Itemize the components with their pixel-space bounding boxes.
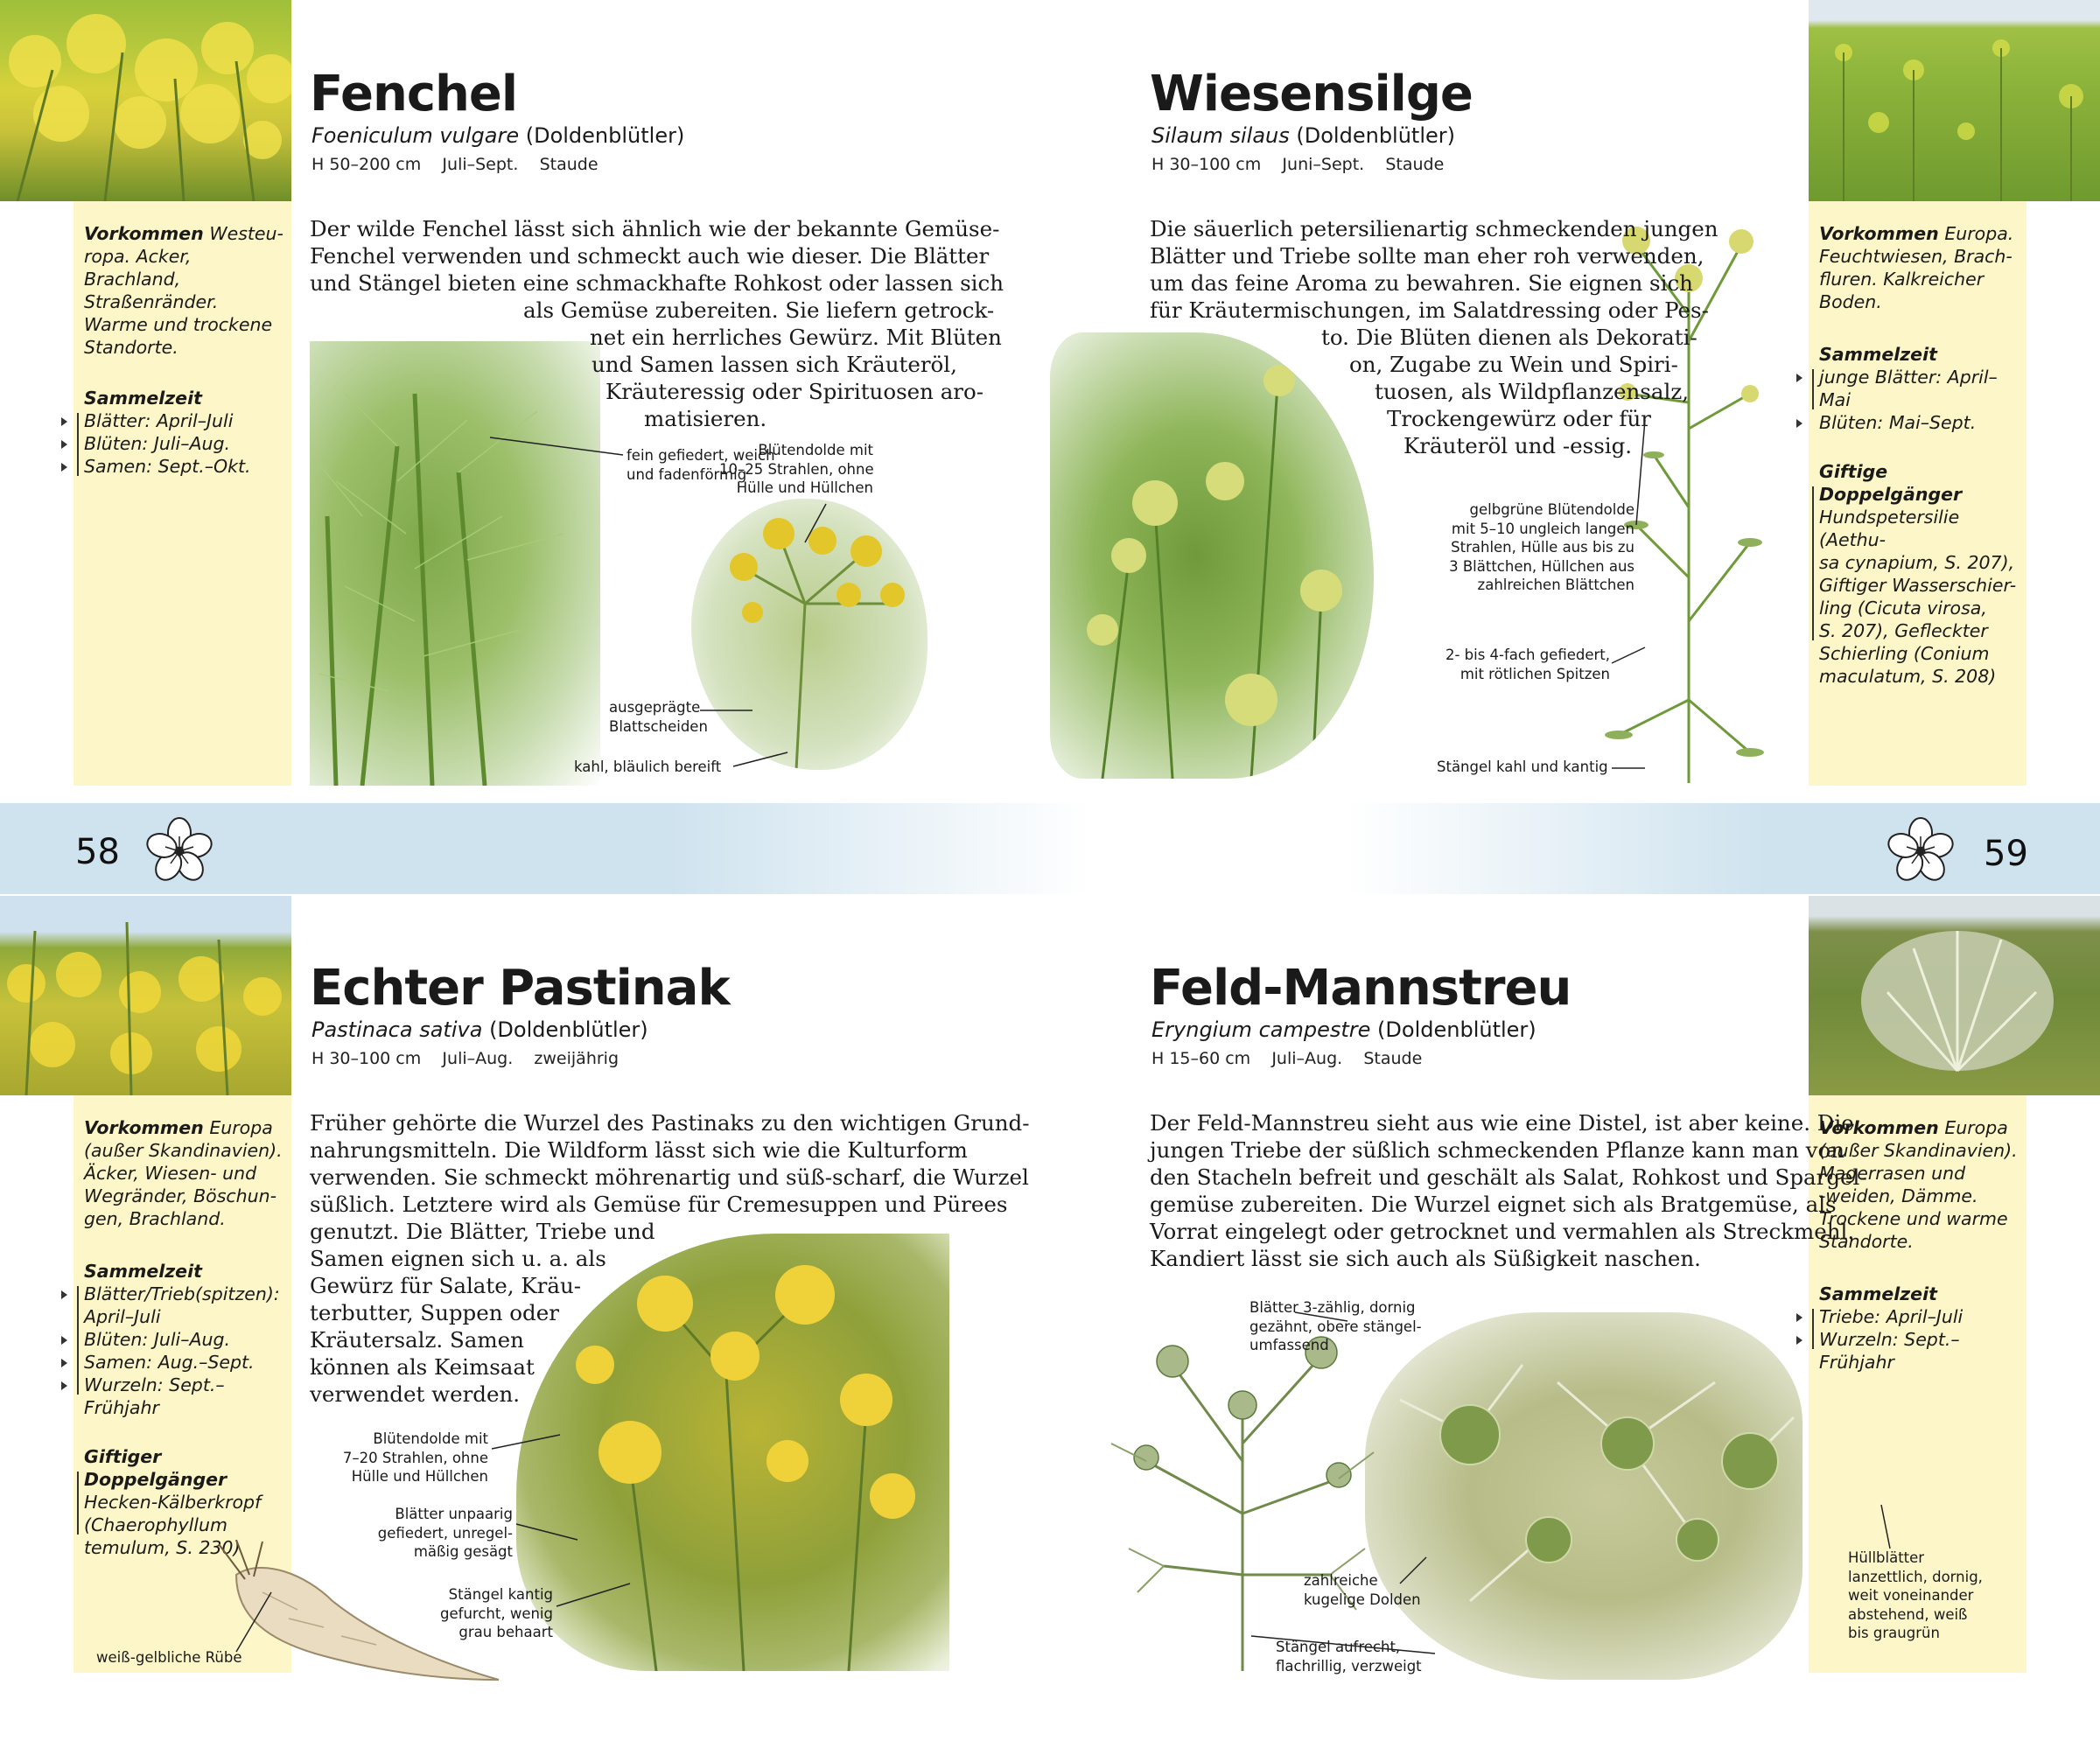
giftig-line: Schierling (Conium <box>1819 643 1990 664</box>
mannstreu-meta: H 15–60 cm Juli–Aug. Staude <box>1152 1049 1423 1068</box>
pastinak-label-umbel: Blütendolde mit 7–20 Strahlen, ohne Hülle und Hüllchen <box>342 1430 488 1485</box>
vorkommen-line: Westeu- <box>209 223 284 244</box>
sammelzeit-item: Samen: Aug.–Sept. <box>84 1351 284 1374</box>
giftig-line: maculatum, S. 208) <box>1819 666 1997 687</box>
sammelzeit-item: Wurzeln: Sept.–Frühjahr <box>1819 1328 2020 1374</box>
fenchel-title: Fenchel <box>310 66 518 122</box>
mannstreu-label-bracts: Hüllblätter lanzettlich, dornig, weit voneinander abstehend, weiß bis graugrün <box>1848 1549 1983 1641</box>
pastinak-label-leaves: Blätter unpaarig gefiedert, unregel- mäßig gesägt <box>377 1506 513 1560</box>
vorkommen-line: Trockene und warme <box>1819 1208 2008 1229</box>
vorkommen-line: Warme und trockene <box>84 314 273 335</box>
sammelzeit-item: Blätter: April–Juli <box>84 409 284 432</box>
vorkommen-line: Europa. <box>1944 223 2014 244</box>
giftig-heading: Giftige Doppelgänger <box>1819 461 1963 505</box>
fenchel-body-text: Der wilde Fenchel lässt sich ähnlich wie der bekannte Gemüse- Fenchel verwenden und schmeckt auch wie dieser. Die Blätter und Stängel bieten eine schmackhafte Rohkost oder lassen sich als Gemüse zubereiten. Sie liefern getrock- net ein herrliches Gewürz. Mit Blüten und Samen lassen sich Kräuteröl, Kräuteressig oder Spirituosen aro- matisieren. <box>310 216 1004 431</box>
pastinak-label-root: weiß-gelbliche Rübe <box>96 1649 242 1666</box>
vorkommen-block: Vorkommen Europa (außer Skandinavien). Magerrasen und -weiden, Dämme. Trockene und warme Standorte. <box>1819 1117 2018 1252</box>
vorkommen-line: Standorte. <box>1819 1231 1914 1252</box>
vorkommen-line: Standorte. <box>84 337 178 358</box>
fenchel-latin-name: Foeniculum vulgare (Doldenblütler) <box>312 123 685 148</box>
vorkommen-line: -weiden, Dämme. <box>1819 1185 1978 1206</box>
vorkommen-line: Europa <box>1944 1117 2008 1138</box>
wiesensilge-label-leaves: 2- bis 4-fach gefiedert, mit rötlichen Spitzen <box>1445 647 1610 682</box>
giftig-line: S. 207), Gefleckter <box>1819 620 1988 641</box>
giftig-line: temulum, S. 230) <box>84 1537 241 1558</box>
giftig-line: sa cynapium, S. 207), <box>1819 552 2015 573</box>
sammelzeit-item: Blüten: Juli–Aug. <box>84 432 284 455</box>
vorkommen-line: fluren. Kalkreicher <box>1819 269 1984 290</box>
fenchel-meta: H 50–200 cm Juli–Sept. Staude <box>312 155 598 174</box>
mannstreu-body-text: Der Feld-Mannstreu sieht aus wie eine Distel, ist aber keine. Die jungen Triebe der süßlich schmeckenden Pflanze kann man von den Stacheln befreit und geschält als Salat, Rohkost und Spargel- gemüse zubereiten. Die Wurzel eignet sich als Bratgemüse, als Vorrat eingelegt oder getrocknet und vermahlen als Streckmehl. Kandiert lässt sie sich auch als Süßigkeit naschen. <box>1150 1110 1867 1271</box>
sammelzeit-heading: Sammelzeit <box>84 388 202 409</box>
sammelzeit-item: Blätter/Trieb(spitzen): April–Juli <box>84 1283 284 1328</box>
fenchel-label-umbel: Blütendolde mit 10–25 Strahlen, ohne Hülle und Hüllchen <box>719 442 874 496</box>
giftig-line: Hecken-Kälberkropf <box>84 1492 262 1513</box>
sammelzeit-item: Samen: Sept.–Okt. <box>84 455 284 478</box>
page-number-right: 59 <box>1984 834 2028 874</box>
wiesensilge-latin-name: Silaum silaus (Doldenblütler) <box>1152 123 1455 148</box>
vorkommen-line: Äcker, Wiesen- und <box>84 1163 257 1184</box>
fenchel-label-sheaths: ausgeprägte Blattscheiden <box>609 699 708 735</box>
giftig-line: Hundspetersilie (Aethu- <box>1819 507 1960 550</box>
vorkommen-line: Magerrasen und <box>1819 1163 1966 1184</box>
wiesensilge-meta: H 30–100 cm Juni–Sept. Staude <box>1152 155 1445 174</box>
vorkommen-line: Wegränder, Böschun- <box>84 1185 277 1206</box>
vorkommen-line: ropa. Acker, Brachland, <box>84 246 192 290</box>
vorkommen-line: Straßenränder. <box>84 291 219 312</box>
sammelzeit-heading: Sammelzeit <box>1819 1283 1937 1304</box>
mannstreu-latin-name: Eryngium campestre (Doldenblütler) <box>1152 1017 1536 1042</box>
page-number-left: 58 <box>75 832 120 872</box>
pastinak-title: Echter Pastinak <box>310 960 730 1017</box>
pastinak-label-stem: Stängel kantig gefurcht, wenig grau behaart <box>440 1586 553 1640</box>
pastinak-body-text: Früher gehörte die Wurzel des Pastinaks zu den wichtigen Grund- nahrungsmitteln. Die Wildform lässt sich wie die Kulturform verwenden. Sie schmeckt möhrenartig und süß-scharf, die Wurzel süßlich. Letztere wird als Gemüse für Cremesuppen und Pürees genutzt. Die Blätter, Triebe und Samen eignen sich u. a. als Gewürz für Salate, Kräu- terbutter, Suppen oder Kräutersalz. Samen können als Keimsaat verwendet werden. <box>310 1110 1030 1407</box>
sammelzeit-item: Blüten: Mai–Sept. <box>1819 411 2020 434</box>
vorkommen-block: Vorkommen Europa. Feuchtwiesen, Brach- fluren. Kalkreicher Boden. <box>1819 223 2014 312</box>
giftig-line: (Chaerophyllum <box>84 1514 228 1535</box>
vorkommen-line: Europa <box>209 1117 273 1138</box>
sammelzeit-item: junge Blätter: April–Mai <box>1819 366 2020 411</box>
giftig-heading: Giftiger Doppelgänger <box>84 1446 228 1490</box>
giftig-line: Giftiger Wasserschier- <box>1819 575 2017 596</box>
vorkommen-line: (außer Skandinavien). <box>1819 1140 2018 1161</box>
fenchel-label-foliage: fein gefiedert, weich und fadenförmig <box>626 447 775 483</box>
wiesensilge-label-umbel: gelbgrüne Blütendolde mit 5–10 ungleich langen Strahlen, Hülle aus bis zu 3 Blättchen, Hüllchen aus zahlreichen Blättchen <box>1449 501 1634 593</box>
sammelzeit-item: Triebe: April–Juli <box>1819 1305 2020 1328</box>
pastinak-meta: H 30–100 cm Juli–Aug. zweijährig <box>312 1049 620 1068</box>
sammelzeit-heading: Sammelzeit <box>1819 344 1937 365</box>
mannstreu-title: Feld-Mannstreu <box>1150 960 1572 1017</box>
vorkommen-line: Boden. <box>1819 291 1882 312</box>
vorkommen-line: Feuchtwiesen, Brach- <box>1819 246 2012 267</box>
vorkommen-block: Vorkommen Europa (außer Skandinavien). Äcker, Wiesen- und Wegränder, Böschun- gen, Brachland. <box>84 1117 283 1229</box>
vorkommen-block: Vorkommen Westeu- ropa. Acker, Brachland, Straßenränder. Warme und trockene Standorte. <box>84 223 284 358</box>
wiesensilge-title: Wiesensilge <box>1150 66 1473 122</box>
mannstreu-label-stem: Stängel aufrecht, flachrillig, verzweigt <box>1276 1639 1422 1675</box>
sammelzeit-heading: Sammelzeit <box>84 1261 202 1282</box>
vorkommen-line: (außer Skandinavien). <box>84 1140 283 1161</box>
fenchel-label-stem: kahl, bläulich bereift <box>574 759 722 775</box>
mannstreu-label-heads: zahlreiche kugelige Dolden <box>1304 1572 1421 1608</box>
wiesensilge-label-stem: Stängel kahl und kantig <box>1437 759 1608 775</box>
mannstreu-label-leaves: Blätter 3-zählig, dornig gezähnt, obere stängel- umfassend <box>1250 1299 1422 1353</box>
pastinak-latin-name: Pastinaca sativa (Doldenblütler) <box>312 1017 648 1042</box>
sammelzeit-item: Wurzeln: Sept.–Frühjahr <box>84 1374 284 1419</box>
vorkommen-line: gen, Brachland. <box>84 1208 226 1229</box>
sammelzeit-item: Blüten: Juli–Aug. <box>84 1328 284 1351</box>
wiesensilge-body-text: Die säuerlich petersilienartig schmeckenden jungen Blätter und Triebe sollte man eher roh verwenden, um das feine Aroma zu bewahren. Sie eignen sich für Kräutermischungen, im Salatdressing oder Pes- to. Die Blüten dienen als Dekorati- on, Zugabe zu Wein und Spiri- tuosen, als Wildpflanzensalz, Trockengewürz oder für Kräuteröl und -essig. <box>1150 216 1718 458</box>
giftig-line: ling (Cicuta virosa, <box>1819 598 1987 619</box>
